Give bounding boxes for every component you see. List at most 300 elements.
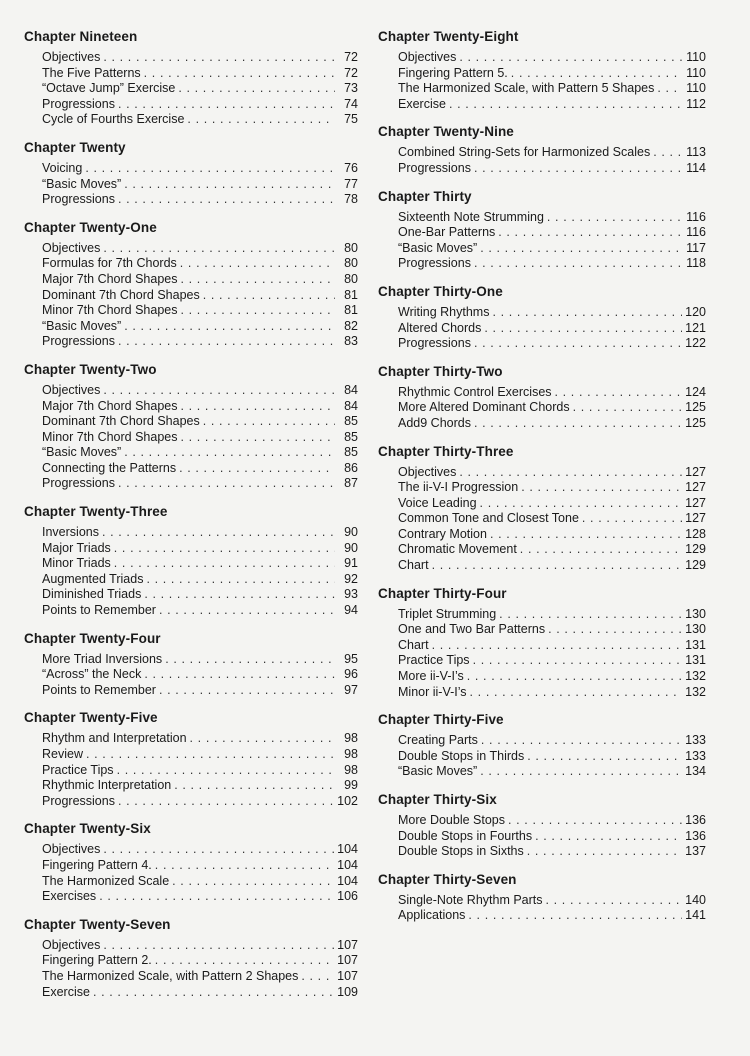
toc-entry[interactable] — [398, 558, 706, 574]
toc-entry[interactable] — [398, 638, 706, 654]
entry-title: Voicing — [42, 160, 83, 175]
entry-page-number: 129 — [685, 542, 706, 557]
chapter-title: Chapter Thirty-Two — [378, 363, 503, 379]
entry-page-number: 106 — [337, 889, 358, 904]
dot-leader — [520, 542, 682, 558]
entry-page-number: 72 — [344, 50, 358, 64]
entry-title: Double Stops in Sixths — [398, 844, 524, 859]
dot-leader — [474, 336, 682, 352]
dot-leader — [118, 192, 335, 208]
toc-entry[interactable] — [398, 496, 706, 512]
entry-page-number: 92 — [344, 571, 358, 586]
toc-entry[interactable] — [42, 177, 358, 193]
dot-leader — [203, 288, 335, 304]
entry-page-number: 136 — [685, 828, 706, 843]
dot-leader — [181, 272, 336, 288]
toc-entry[interactable] — [398, 400, 706, 416]
entry-page-number: 85 — [344, 445, 358, 460]
toc-entry[interactable] — [42, 953, 358, 969]
entry-title: Writing Rhythms — [398, 304, 490, 319]
dot-leader — [657, 81, 683, 97]
entry-title: “Across” the Neck — [42, 667, 142, 682]
toc-entry[interactable] — [42, 603, 358, 619]
entry-title: Practice Tips — [398, 653, 470, 668]
chapter-entries — [42, 525, 358, 619]
dot-leader — [144, 667, 335, 683]
entry-title: Inversions — [42, 525, 99, 540]
entry-title: Fingering Pattern 5. — [398, 65, 508, 80]
entry-page-number: 91 — [344, 556, 358, 571]
toc-entry[interactable] — [42, 303, 358, 319]
chapter-section — [24, 28, 358, 128]
entry-page-number: 116 — [686, 209, 706, 224]
toc-entry[interactable] — [42, 556, 358, 572]
entry-title: Augmented Triads — [42, 571, 144, 586]
chapter-section — [378, 123, 706, 176]
toc-entry[interactable] — [398, 145, 706, 161]
toc-entry[interactable] — [398, 66, 706, 82]
chapter-entries — [42, 383, 358, 492]
toc-entry[interactable] — [42, 319, 358, 335]
chapter-title: Chapter Thirty-One — [378, 283, 503, 299]
chapter-title: Chapter Twenty-Two — [24, 361, 157, 377]
chapter-title: Chapter Twenty-One — [24, 219, 157, 235]
chapter-entries — [398, 607, 706, 701]
entry-title: Double Stops in Thirds — [398, 748, 525, 763]
chapter-entries — [42, 842, 358, 904]
toc-entry[interactable] — [42, 334, 358, 350]
chapter-section — [378, 28, 706, 112]
entry-page-number: 104 — [337, 857, 358, 872]
entry-page-number: 75 — [344, 112, 358, 127]
toc-entry[interactable] — [42, 50, 358, 66]
chapter-entries — [398, 305, 706, 352]
chapter-title: Chapter Twenty-Seven — [24, 916, 171, 932]
entry-page-number: 102 — [337, 793, 358, 808]
chapter-entries — [398, 145, 706, 176]
entry-title: The Harmonized Scale, with Pattern 2 Shapes — [42, 968, 299, 983]
toc-entry[interactable] — [398, 336, 706, 352]
entry-page-number: 121 — [685, 320, 706, 335]
toc-entry[interactable] — [42, 161, 358, 177]
chapter-title: Chapter Thirty — [378, 188, 472, 204]
toc-entry[interactable] — [398, 305, 706, 321]
dot-leader — [480, 764, 682, 780]
dot-leader — [155, 953, 334, 969]
entry-title: Progressions — [42, 793, 115, 808]
entry-page-number: 104 — [337, 842, 358, 857]
toc-entry[interactable] — [398, 241, 706, 257]
entry-title: Applications — [398, 908, 466, 923]
chapter-title: Chapter Thirty-Three — [378, 443, 514, 459]
toc-entry[interactable] — [42, 985, 358, 1001]
entry-page-number: 116 — [686, 225, 706, 240]
chapter-title: Chapter Twenty-Three — [24, 504, 168, 520]
entry-title: Dominant 7th Chord Shapes — [42, 414, 200, 429]
dot-leader — [85, 161, 335, 177]
entry-title: Progressions — [398, 160, 471, 175]
dot-leader — [124, 319, 335, 335]
toc-entry[interactable] — [42, 256, 358, 272]
entry-title: Objectives — [42, 50, 101, 64]
entry-title: Exercise — [398, 96, 446, 111]
dot-leader — [555, 385, 683, 401]
dot-leader — [103, 383, 335, 399]
entry-page-number: 127 — [685, 511, 706, 526]
entry-page-number: 113 — [686, 145, 706, 160]
chapter-entries — [398, 733, 706, 780]
entry-page-number: 72 — [344, 65, 358, 80]
entry-page-number: 84 — [344, 382, 358, 397]
dot-leader — [144, 66, 335, 82]
entry-title: Fingering Pattern 4. — [42, 857, 152, 872]
entry-page-number: 124 — [685, 384, 706, 399]
toc-entry[interactable] — [42, 541, 358, 557]
entry-title: Chart — [398, 558, 429, 573]
dot-leader — [146, 572, 335, 588]
dot-leader — [159, 683, 335, 699]
entry-page-number: 96 — [344, 667, 358, 682]
entry-title: Objectives — [398, 50, 457, 64]
chapter-section — [378, 585, 706, 701]
chapter-entries — [42, 731, 358, 809]
entry-page-number: 134 — [685, 764, 706, 779]
entry-page-number: 114 — [686, 160, 706, 175]
toc-entry[interactable] — [42, 778, 358, 794]
entry-title: Points to Remember — [42, 682, 156, 697]
toc-entry[interactable] — [398, 465, 706, 481]
entry-page-number: 107 — [337, 953, 358, 968]
entry-title: Rhythmic Control Exercises — [398, 384, 552, 399]
dot-leader — [99, 889, 334, 905]
entry-title: Double Stops in Fourths — [398, 828, 533, 843]
entry-title: Minor Triads — [42, 556, 111, 571]
entry-title: Creating Parts — [398, 733, 478, 748]
toc-entry[interactable] — [398, 385, 706, 401]
chapter-entries — [42, 161, 358, 208]
toc-entry[interactable] — [42, 461, 358, 477]
toc-entry[interactable] — [398, 225, 706, 241]
dot-leader — [459, 50, 683, 66]
chapter-entries — [398, 893, 706, 924]
chapter-entries — [42, 652, 358, 699]
entry-page-number: 87 — [344, 476, 358, 491]
chapter-section — [24, 219, 358, 350]
chapter-section — [24, 820, 358, 904]
dot-leader — [179, 461, 335, 477]
dot-leader — [114, 556, 335, 572]
toc-entry[interactable] — [398, 97, 706, 113]
toc-entry[interactable] — [398, 256, 706, 272]
entry-page-number: 80 — [344, 256, 358, 271]
toc-entry[interactable] — [398, 527, 706, 543]
dot-leader — [117, 763, 335, 779]
toc-entry[interactable] — [42, 476, 358, 492]
entry-title: Major 7th Chord Shapes — [42, 271, 178, 286]
chapter-title: Chapter Twenty-Eight — [378, 29, 519, 44]
entry-page-number: 98 — [344, 747, 358, 761]
entry-title: Formulas for 7th Chords — [42, 256, 177, 271]
entry-title: “Basic Moves” — [398, 240, 478, 255]
toc-entry[interactable] — [42, 652, 358, 668]
chapter-entries — [398, 210, 706, 272]
toc-entry[interactable] — [398, 653, 706, 669]
dot-leader — [480, 241, 683, 257]
toc-entry[interactable] — [42, 430, 358, 446]
chapter-title: Chapter Twenty-Five — [24, 710, 158, 726]
toc-entry[interactable] — [398, 813, 706, 829]
entry-page-number: 82 — [344, 318, 358, 333]
entry-title: Minor 7th Chord Shapes — [42, 303, 178, 318]
dot-leader — [508, 813, 682, 829]
entry-title: Progressions — [42, 476, 115, 491]
entry-title: Rhythm and Interpretation — [42, 731, 187, 746]
entry-title: Add9 Chords — [398, 415, 471, 430]
entry-page-number: 97 — [344, 682, 358, 697]
entry-page-number: 117 — [686, 240, 706, 255]
chapter-section — [24, 361, 358, 492]
toc-entry[interactable] — [42, 97, 358, 113]
chapter-title: Chapter Twenty-Six — [24, 821, 151, 837]
dot-leader — [499, 607, 682, 623]
toc-entry[interactable] — [42, 81, 358, 97]
toc-entry[interactable] — [42, 399, 358, 415]
dot-leader — [527, 749, 682, 765]
toc-entry[interactable] — [42, 747, 358, 763]
entry-page-number: 131 — [685, 653, 706, 668]
entry-title: Minor ii-V-I’s — [398, 684, 467, 699]
toc-entry[interactable] — [398, 161, 706, 177]
entry-page-number: 107 — [337, 937, 358, 952]
dot-leader — [102, 525, 335, 541]
entry-title: Progressions — [42, 96, 115, 111]
chapter-section — [24, 709, 358, 809]
toc-entry[interactable] — [398, 480, 706, 496]
entry-title: Major Triads — [42, 540, 111, 555]
toc-entry[interactable] — [398, 607, 706, 623]
dot-leader — [582, 511, 682, 527]
entry-title: Sixteenth Note Strumming — [398, 209, 544, 224]
dot-leader — [124, 177, 335, 193]
entry-page-number: 98 — [344, 731, 358, 746]
dot-leader — [178, 81, 335, 97]
entry-page-number: 80 — [344, 240, 358, 255]
entry-title: Objectives — [42, 240, 101, 255]
chapter-entries — [398, 813, 706, 860]
dot-leader — [103, 938, 334, 954]
entry-page-number: 95 — [344, 651, 358, 666]
toc-entry[interactable] — [398, 210, 706, 226]
chapter-title: Chapter Thirty-Four — [378, 585, 507, 601]
entry-title: “Basic Moves” — [398, 764, 478, 779]
dot-leader — [449, 97, 683, 113]
entry-page-number: 125 — [685, 400, 706, 415]
entry-page-number: 104 — [337, 873, 358, 888]
entry-title: More Double Stops — [398, 813, 506, 827]
entry-title: More Altered Dominant Chords — [398, 400, 570, 415]
entry-page-number: 120 — [685, 304, 706, 319]
toc-entry[interactable] — [42, 969, 358, 985]
entry-title: Progressions — [42, 192, 115, 207]
entry-page-number: 137 — [685, 844, 706, 859]
dot-leader — [174, 778, 335, 794]
dot-leader — [492, 305, 682, 321]
chapter-entries — [398, 465, 706, 574]
entry-page-number: 133 — [685, 733, 706, 748]
toc-entry[interactable] — [42, 842, 358, 858]
toc-entry[interactable] — [398, 50, 706, 66]
toc-entry[interactable] — [398, 622, 706, 638]
toc-entry[interactable] — [42, 731, 358, 747]
chapter-entries — [42, 938, 358, 1000]
entry-page-number: 127 — [685, 495, 706, 510]
dot-leader — [521, 480, 682, 496]
entry-title: Exercise — [42, 984, 90, 999]
dot-leader — [124, 445, 335, 461]
dot-leader — [93, 985, 334, 1001]
entry-page-number: 86 — [344, 460, 358, 475]
entry-title: Fingering Pattern 2. — [42, 953, 152, 968]
chapter-section — [24, 630, 358, 699]
chapter-title: Chapter Thirty-Seven — [378, 871, 517, 887]
entry-title: Single-Note Rhythm Parts — [398, 892, 543, 907]
toc-entry[interactable] — [398, 829, 706, 845]
toc-entry[interactable] — [42, 858, 358, 874]
entry-title: The Harmonized Scale, with Pattern 5 Shapes — [398, 81, 655, 96]
dot-leader — [548, 622, 682, 638]
toc-entry[interactable] — [42, 192, 358, 208]
entry-title: Common Tone and Closest Tone — [398, 511, 579, 526]
entry-page-number: 127 — [685, 464, 706, 479]
toc-entry[interactable] — [42, 288, 358, 304]
entry-page-number: 85 — [344, 414, 358, 429]
dot-leader — [187, 112, 335, 128]
toc-entry[interactable] — [398, 733, 706, 749]
toc-entry[interactable] — [398, 685, 706, 701]
dot-leader — [144, 587, 335, 603]
entry-title: “Basic Moves” — [42, 318, 122, 333]
dot-leader — [159, 603, 335, 619]
chapter-entries — [398, 50, 706, 112]
toc-entry[interactable] — [398, 321, 706, 337]
toc-entry[interactable] — [42, 763, 358, 779]
dot-leader — [527, 844, 682, 860]
toc-entry[interactable] — [42, 794, 358, 810]
dot-leader — [118, 476, 335, 492]
toc-entry[interactable] — [398, 764, 706, 780]
toc-entry[interactable] — [42, 683, 358, 699]
dot-leader — [474, 161, 683, 177]
entry-page-number: 129 — [685, 558, 706, 573]
entry-title: Progressions — [398, 256, 471, 271]
entry-page-number: 130 — [685, 606, 706, 621]
entry-title: Contrary Motion — [398, 526, 487, 541]
dot-leader — [432, 558, 683, 574]
toc-entry[interactable] — [42, 572, 358, 588]
entry-page-number: 73 — [344, 81, 358, 96]
entry-page-number: 132 — [685, 684, 706, 699]
entry-page-number: 125 — [685, 415, 706, 430]
entry-title: The Five Patterns — [42, 65, 141, 80]
toc-entry[interactable] — [42, 241, 358, 257]
chapter-section — [378, 363, 706, 432]
entry-title: Progressions — [398, 336, 471, 351]
chapter-section — [378, 711, 706, 780]
dot-leader — [484, 321, 682, 337]
toc-entry[interactable] — [42, 667, 358, 683]
entry-page-number: 132 — [685, 669, 706, 684]
chapter-title: Chapter Twenty-Four — [24, 630, 161, 646]
chapter-title: Chapter Nineteen — [24, 29, 138, 44]
toc-entry[interactable] — [42, 938, 358, 954]
dot-leader — [86, 747, 335, 763]
toc-column-right — [378, 28, 706, 935]
toc-entry[interactable] — [42, 414, 358, 430]
toc-entry[interactable] — [42, 874, 358, 890]
toc-entry[interactable] — [42, 272, 358, 288]
dot-leader — [301, 969, 334, 985]
entry-title: One-Bar Patterns — [398, 225, 496, 240]
entry-page-number: 140 — [685, 892, 706, 907]
entry-title: Major 7th Chord Shapes — [42, 398, 178, 413]
entry-page-number: 83 — [344, 334, 358, 349]
toc-entry[interactable] — [398, 511, 706, 527]
toc-entry[interactable] — [42, 445, 358, 461]
entry-title: Diminished Triads — [42, 587, 142, 602]
entry-title: Chromatic Movement — [398, 542, 517, 557]
dot-leader — [118, 334, 335, 350]
entry-title: The Harmonized Scale — [42, 873, 170, 888]
entry-title: Connecting the Patterns — [42, 460, 177, 475]
toc-entry[interactable] — [398, 542, 706, 558]
chapter-title: Chapter Thirty-Six — [378, 792, 497, 807]
entry-title: Combined String-Sets for Harmonized Scales — [398, 145, 651, 160]
toc-entry[interactable] — [398, 416, 706, 432]
toc-entry[interactable] — [42, 587, 358, 603]
toc-entry[interactable] — [398, 908, 706, 924]
toc-entry[interactable] — [398, 749, 706, 765]
toc-entry[interactable] — [42, 525, 358, 541]
chapter-title: Chapter Twenty — [24, 139, 126, 155]
entry-page-number: 93 — [344, 587, 358, 602]
entry-page-number: 90 — [344, 540, 358, 555]
toc-entry[interactable] — [42, 66, 358, 82]
entry-title: Cycle of Fourths Exercise — [42, 112, 185, 127]
entry-page-number: 110 — [686, 65, 706, 80]
toc-entry[interactable] — [398, 81, 706, 97]
chapter-title: Chapter Twenty-Nine — [378, 124, 514, 140]
chapter-section — [24, 916, 358, 1000]
chapter-section — [378, 443, 706, 574]
entry-title: Objectives — [398, 464, 457, 479]
dot-leader — [490, 527, 682, 543]
entry-page-number: 122 — [685, 336, 706, 351]
toc-entry[interactable] — [42, 383, 358, 399]
toc-entry[interactable] — [398, 893, 706, 909]
entry-title: Progressions — [42, 334, 115, 349]
chapter-title: Chapter Thirty-Five — [378, 712, 504, 728]
toc-entry[interactable] — [398, 844, 706, 860]
dot-leader — [103, 50, 335, 66]
entry-title: “Basic Moves” — [42, 176, 122, 191]
entry-page-number: 80 — [344, 271, 358, 286]
toc-column-left — [24, 28, 358, 1011]
toc-entry[interactable] — [42, 889, 358, 905]
toc-entry[interactable] — [42, 112, 358, 128]
chapter-section — [378, 791, 706, 860]
dot-leader — [190, 731, 335, 747]
toc-entry[interactable] — [398, 669, 706, 685]
